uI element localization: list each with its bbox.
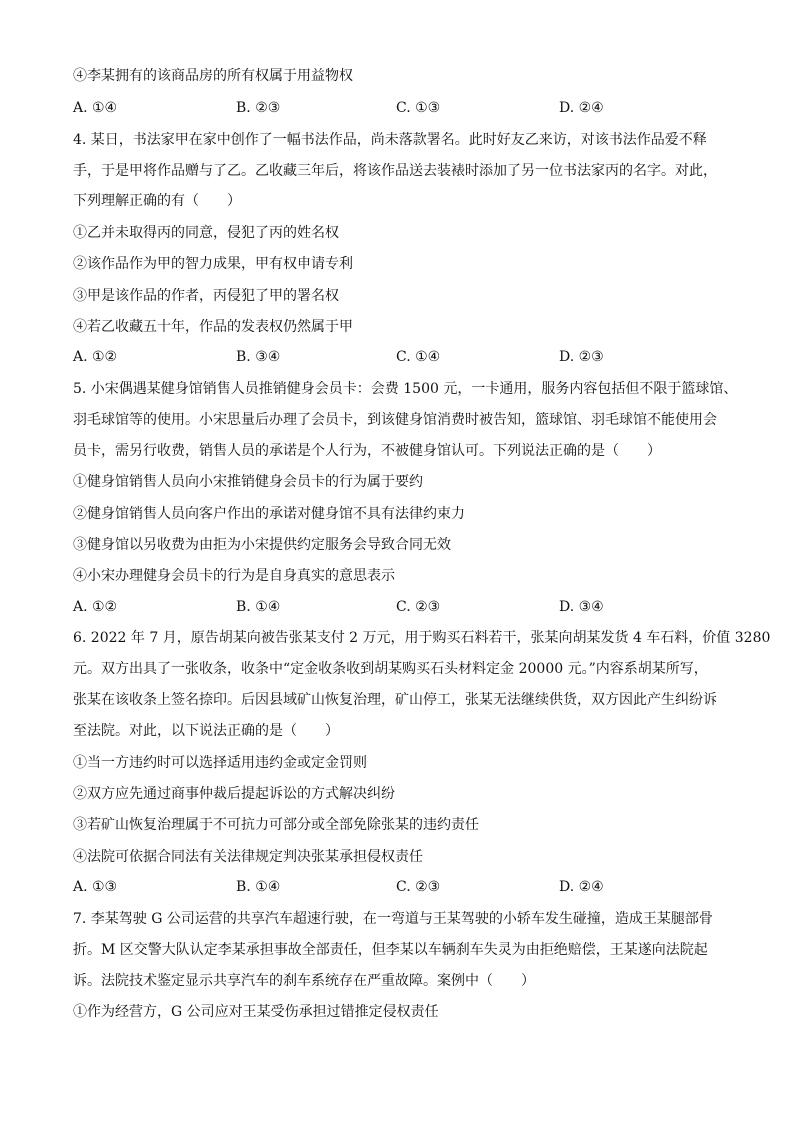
- q5-stem-line-3: 员卡，需另行收费，销售人员的承诺是个人行为，不被健身馆认可。下列说法正确的是（ ）: [73, 443, 661, 459]
- q3-option-c: C. ①③: [396, 100, 441, 116]
- q7-stem-line-3: 诉。法院技术鉴定显示共享汽车的刹车系统存在严重故障。案例中（ ）: [73, 973, 535, 989]
- q4-stem-line-1: 4. 某日，书法家甲在家中创作了一幅书法作品，尚未落款署名。此时好友乙来访，对该书法作品爱不释: [73, 132, 707, 148]
- q6-stem-line-1: 6. 2022 年 7 月，原告胡某向被告张某支付 2 万元，用于购买石料若干，张某向胡某发货 4 车石料，价值 3280: [73, 630, 771, 646]
- q4-option-b: B. ③④: [236, 349, 281, 365]
- q3-option-b: B. ②③: [236, 100, 281, 116]
- q5-stem-line-2: 羽毛球馆等的使用。小宋思量后办理了会员卡，到该健身馆消费时被告知，篮球馆、羽毛球馆不能使用会: [73, 412, 717, 428]
- q4-statement-3: ③甲是该作品的作者，丙侵犯了甲的署名权: [73, 288, 339, 304]
- q6-statement-1: ①当一方违约时可以选择适用违约金或定金罚则: [73, 755, 367, 771]
- q6-stem-line-4: 至法院。对此，以下说法正确的是（ ）: [73, 723, 339, 739]
- q7-statement-1: ①作为经营方，G 公司应对王某受伤承担过错推定侵权责任: [73, 1004, 439, 1020]
- q4-stem-line-3: 下列理解正确的有（ ）: [73, 193, 241, 209]
- q7-stem-line-1: 7. 李某驾驶 G 公司运营的共享汽车超速行驶，在一弯道与王某驾驶的小轿车发生碰撞，造成王某腿部骨: [73, 911, 713, 927]
- q6-option-b: B. ①④: [236, 879, 281, 895]
- q6-stem-line-3: 张某在该收条上签名捺印。后因县域矿山恢复治理，矿山停工，张某无法继续供货，双方因此产生纠纷诉: [73, 692, 717, 708]
- q6-option-c: C. ②③: [396, 879, 441, 895]
- q7-stem-line-2: 折。M 区交警大队认定李某承担事故全部责任，但李某以车辆刹车失灵为由拒绝赔偿，王某遂向法院起: [73, 942, 708, 958]
- q3-option-d: D. ②④: [559, 100, 604, 116]
- q5-option-c: C. ②③: [396, 599, 441, 615]
- q5-options: [73, 597, 733, 617]
- q3-options: [73, 98, 733, 118]
- q5-statement-1: ①健身馆销售人员向小宋推销健身会员卡的行为属于要约: [73, 474, 423, 490]
- q3-statement-4: ④李某拥有的该商品房的所有权属于用益物权: [73, 68, 353, 84]
- q4-options: [73, 347, 733, 367]
- q6-stem-line-2: 元。双方出具了一张收条，收条中“定金收条收到胡某购买石头材料定金 20000 元。”内容系胡某所写，: [73, 661, 708, 677]
- q5-option-b: B. ①④: [236, 599, 281, 615]
- q5-statement-2: ②健身馆销售人员向客户作出的承诺对健身馆不具有法律约束力: [73, 506, 465, 522]
- q6-option-a: A. ①③: [73, 879, 118, 895]
- q6-statement-3: ③若矿山恢复治理属于不可抗力可部分或全部免除张某的违约责任: [73, 817, 479, 833]
- q4-option-a: A. ①②: [73, 349, 118, 365]
- q5-stem-line-1: 5. 小宋偶遇某健身馆销售人员推销健身会员卡：会费 1500 元，一卡通用，服务内容包括但不限于篮球馆、: [73, 381, 738, 397]
- q6-options: [73, 877, 733, 897]
- q5-option-a: A. ①②: [73, 599, 118, 615]
- q4-stem-line-2: 手，于是甲将作品赠与了乙。乙收藏三年后，将该作品送去装裱时添加了另一位书法家丙的名字。对此，: [73, 163, 717, 179]
- q4-option-d: D. ②③: [559, 349, 604, 365]
- q5-statement-4: ④小宋办理健身会员卡的行为是自身真实的意思表示: [73, 568, 395, 584]
- q6-option-d: D. ②④: [559, 879, 604, 895]
- q5-statement-3: ③健身馆以另收费为由拒为小宋提供约定服务会导致合同无效: [73, 537, 451, 553]
- q5-option-d: D. ③④: [559, 599, 604, 615]
- q6-statement-4: ④法院可依据合同法有关法律规定判决张某承担侵权责任: [73, 849, 423, 865]
- q3-option-a: A. ①④: [73, 100, 118, 116]
- q4-statement-4: ④若乙收藏五十年，作品的发表权仍然属于甲: [73, 319, 353, 335]
- q4-statement-1: ①乙并未取得丙的同意，侵犯了丙的姓名权: [73, 225, 339, 241]
- q4-statement-2: ②该作品作为甲的智力成果，甲有权申请专利: [73, 256, 353, 272]
- q4-option-c: C. ①④: [396, 349, 441, 365]
- q6-statement-2: ②双方应先通过商事仲裁后提起诉讼的方式解决纠纷: [73, 786, 395, 802]
